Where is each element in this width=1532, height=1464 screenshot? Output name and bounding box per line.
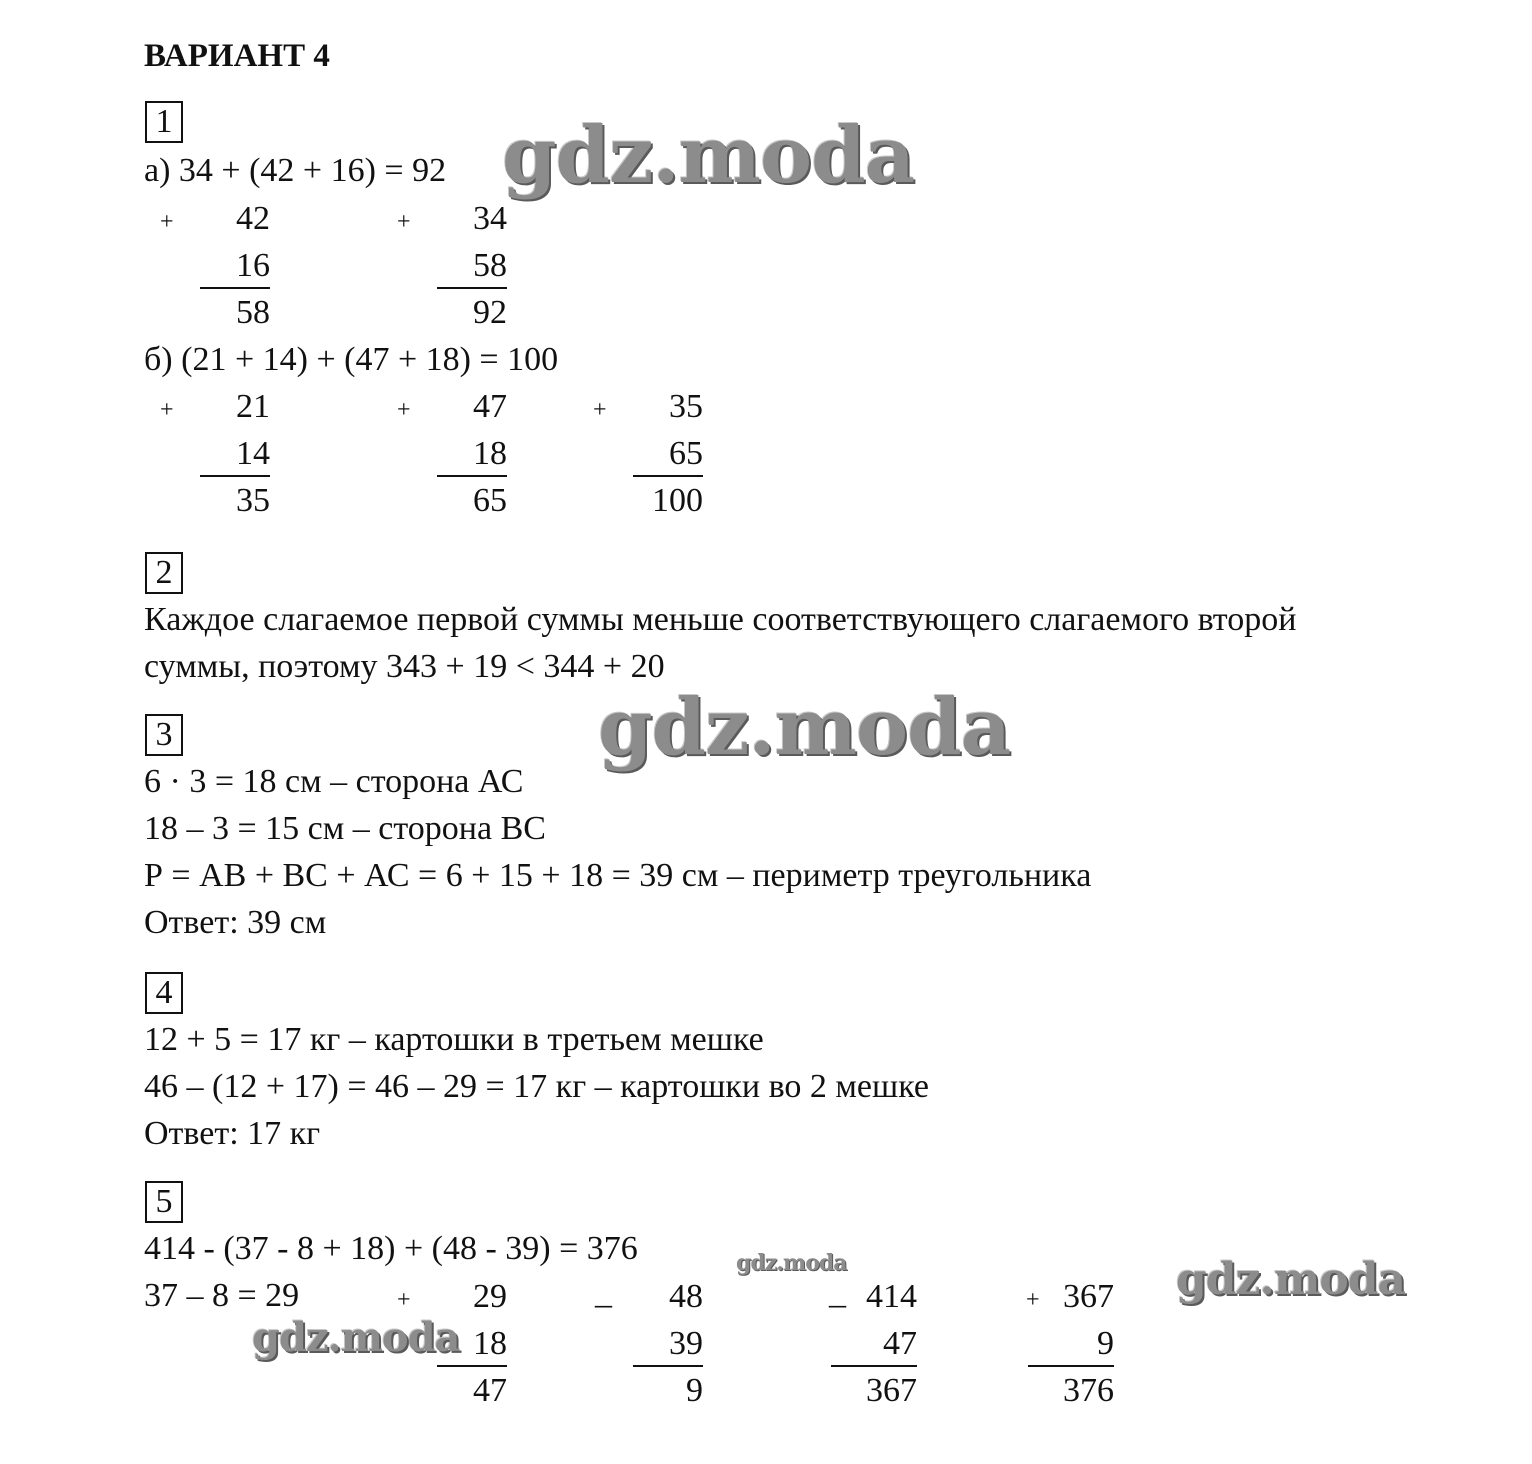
task-5-column-3: _ 414 47 367 (829, 1274, 917, 1409)
task-1a-column-1: + 42 16 58 (160, 200, 270, 331)
page-title: ВАРИАНТ 4 (144, 38, 330, 74)
watermark-logo: gdz.moda (502, 110, 915, 201)
task-3-line-1: 6 · 3 = 18 см – сторона АС (144, 763, 524, 800)
task-1b-column-3: + 35 65 100 (593, 388, 703, 519)
task-1a-column-2: + 34 58 92 (397, 200, 507, 331)
task-3-line-2: 18 – 3 = 15 см – сторона ВС (144, 810, 546, 847)
task-4-number: 4 (145, 972, 183, 1014)
watermark-logo: gdz.moda (252, 1314, 460, 1361)
task-2-text-line-1: Каждое слагаемое первой суммы меньше соответствующего слагаемого второй (144, 601, 1297, 638)
task-4-line-1: 12 + 5 = 17 кг – картошки в третьем мешке (144, 1021, 764, 1058)
task-1b-column-1: + 21 14 35 (160, 388, 270, 519)
task-5-column-4: + 367 9 376 (1026, 1278, 1114, 1409)
task-5-number: 5 (145, 1181, 183, 1223)
task-5-column-2: _ 48 39 9 (595, 1274, 703, 1409)
task-3-line-3: Р = АВ + ВС + АС = 6 + 15 + 18 = 39 см – периметр треугольника (144, 857, 1092, 894)
task-2-text-line-2: суммы, поэтому 343 + 19 < 344 + 20 (144, 648, 665, 685)
watermark-logo: gdz.moda (598, 682, 1011, 773)
task-5-column-1: + 29 18 47 (397, 1278, 507, 1409)
task-1a-expression: а) 34 + (42 + 16) = 92 (144, 152, 447, 189)
task-4-line-2: 46 – (12 + 17) = 46 – 29 = 17 кг – картошки во 2 мешке (144, 1068, 929, 1105)
task-1b-column-2: + 47 18 65 (397, 388, 507, 519)
task-3-answer: Ответ: 39 см (144, 904, 327, 941)
task-5-step-1: 37 – 8 = 29 (144, 1277, 300, 1314)
task-3-number: 3 (145, 714, 183, 756)
watermark-logo: gdz.moda (736, 1250, 847, 1276)
task-4-answer: Ответ: 17 кг (144, 1115, 321, 1152)
task-1b-expression: б) (21 + 14) + (47 + 18) = 100 (144, 341, 559, 378)
task-2-number: 2 (145, 552, 183, 594)
task-1-number: 1 (145, 101, 183, 143)
watermark-logo: gdz.moda (1176, 1254, 1406, 1305)
task-5-expression: 414 - (37 - 8 + 18) + (48 - 39) = 376 (144, 1230, 638, 1267)
